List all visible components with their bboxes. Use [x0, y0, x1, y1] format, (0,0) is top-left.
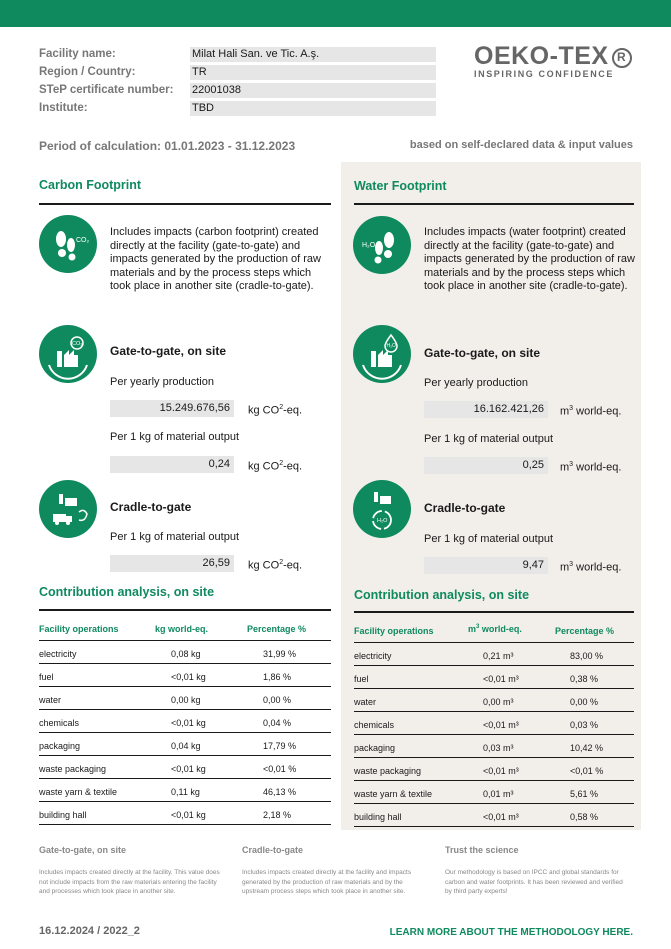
water-per-kg-value: 0,25 — [424, 457, 548, 474]
carbon-footprint-title: Carbon Footprint — [39, 178, 142, 192]
report-date: 16.12.2024 / 2022_2 — [39, 925, 140, 937]
carbon-cradle-title: Cradle-to-gate — [110, 500, 192, 514]
table-row: waste yarn & textile 0,01 m³ 5,61 % — [354, 781, 634, 804]
svg-text:H₂O: H₂O — [377, 518, 388, 524]
learn-more-link[interactable]: LEARN MORE ABOUT THE METHODOLOGY HERE. — [389, 927, 633, 938]
table-row: waste yarn & textile 0,11 kg 46,13 % — [39, 779, 331, 802]
table-row: fuel <0,01 m³ 0,38 % — [354, 666, 634, 689]
svg-text:H₂O: H₂O — [362, 242, 376, 249]
truck-factory-icon — [39, 480, 97, 538]
carbon-cradle-value: 26,59 — [110, 555, 234, 572]
water-col-ops: Facility operations — [354, 626, 434, 636]
institute-label: Institute: — [39, 102, 88, 114]
water-title-rule — [354, 203, 634, 205]
factory-co2-icon — [39, 325, 97, 383]
footprint-co2-icon — [39, 215, 97, 273]
water-per-kg-label: Per 1 kg of material output — [424, 433, 554, 445]
table-row: water 0,00 m³ 0,00 % — [354, 689, 634, 712]
factory-h2o-icon — [353, 325, 411, 383]
water-description: Includes impacts (water footprint) created directly at the facility (gate-to-gate) and impacts generated by the production of raw materials and by the process steps which took place in another site (cradle-to-gate). — [424, 226, 635, 292]
institute-value: TBD — [190, 101, 436, 116]
water-col-value: $m^3$ world-eq. — [468, 624, 522, 634]
data-basis-note: based on self-declared data & input values — [409, 139, 633, 151]
table-row: water 0,00 kg 0,00 % — [39, 687, 331, 710]
water-cradle-label: Per 1 kg of material output — [424, 533, 554, 545]
svg-text:H₂O: H₂O — [386, 343, 396, 349]
table-row: chemicals <0,01 m³ 0,03 % — [354, 712, 634, 735]
carbon-description: Includes impacts (carbon footprint) created directly at the facility (gate-to-gate) and impacts generated by the production of raw materials and by the process steps which took place in another site (cradle-to-gate). — [110, 226, 321, 292]
top-brand-bar — [0, 0, 671, 27]
water-contribution-title: Contribution analysis, on site — [354, 588, 530, 602]
water-per-kg-unit: $m^3$ world-eq. — [560, 461, 622, 474]
carbon-cradle-unit: kg $CO^2-eq$. — [248, 559, 303, 572]
footer-trust-title: Trust the science — [445, 845, 519, 855]
table-row: waste packaging <0,01 m³ <0,01 % — [354, 758, 634, 781]
certificate-value: 22001038 — [190, 83, 436, 98]
carbon-cradle-label: Per 1 kg of material output — [110, 531, 240, 543]
carbon-per-kg-label: Per 1 kg of material output — [110, 431, 240, 443]
carbon-per-kg-value: 0,24 — [110, 456, 234, 473]
footer-trust-text: Our methodology is based on IPCC and global standards for carbon and water footprints. It has been reviewed and verified by third party experts! — [445, 869, 623, 895]
water-per-year-label: Per yearly production — [424, 377, 528, 389]
water-per-year-unit: $m^3$ world-eq. — [560, 405, 622, 418]
footprint-h2o-icon — [353, 216, 411, 274]
oeko-tex-logo — [474, 42, 636, 79]
carbon-per-year-value: 15.249.676,56 — [110, 400, 234, 417]
water-contribution-rule — [354, 611, 634, 613]
footer-cradle-title: Cradle-to-gate — [242, 845, 304, 855]
carbon-contribution-rule — [39, 609, 331, 611]
table-row: packaging 0,04 kg 17,79 % — [39, 733, 331, 756]
table-row: building hall <0,01 m³ 0,58 % — [354, 804, 634, 827]
footer-gate-title: Gate-to-gate, on site — [39, 845, 127, 855]
water-cradle-title: Cradle-to-gate — [424, 501, 506, 515]
water-gate-title: Gate-to-gate, on site — [424, 346, 541, 360]
footer-cradle-text: Includes impacts created directly at the facility and impacts generated by the production of raw materials and by the upstream process steps which took place in another site. — [242, 869, 412, 895]
region-value: TR — [190, 65, 436, 80]
carbon-title-rule — [39, 203, 331, 205]
carbon-col-pct: Percentage % — [247, 624, 307, 634]
table-row: packaging 0,03 m³ 10,42 % — [354, 735, 634, 758]
logo-tagline: INSPIRING CONFIDENCE — [474, 69, 615, 79]
water-col-pct: Percentage % — [555, 626, 615, 636]
logo-brand: OEKO-TEX — [474, 42, 609, 70]
table-row: electricity 0,08 kg 31,99 % — [39, 641, 331, 664]
carbon-col-value: kg world-eq. — [155, 624, 209, 634]
table-row: building hall <0,01 kg 2,18 % — [39, 802, 331, 825]
carbon-gate-title: Gate-to-gate, on site — [110, 344, 227, 358]
table-row: electricity 0,21 m³ 83,00 % — [354, 643, 634, 666]
carbon-contribution-title: Contribution analysis, on site — [39, 585, 215, 599]
water-cradle-unit: $m^3$ world-eq. — [560, 561, 622, 574]
table-row: fuel <0,01 kg 1,86 % — [39, 664, 331, 687]
table-row: waste packaging <0,01 kg <0,01 % — [39, 756, 331, 779]
region-label: Region / Country: — [39, 66, 136, 78]
water-per-year-value: 16.162.421,26 — [424, 401, 548, 418]
facility-name-value: Milat Hali San. ve Tic. A.ş. — [190, 47, 436, 62]
certificate-label: STeP certificate number: — [39, 84, 174, 96]
facility-name-label: Facility name: — [39, 48, 116, 60]
footer-gate-text: Includes impacts created directly at the facility. This value does not include impacts from the raw materials entering the facility and processes which took place in another site. — [39, 869, 220, 895]
carbon-col-ops: Facility operations — [39, 624, 119, 634]
svg-text:CO₂: CO₂ — [72, 341, 83, 347]
carbon-per-year-label: Per yearly production — [110, 376, 214, 388]
factory-cycle-h2o-icon — [353, 480, 411, 538]
table-row: chemicals <0,01 kg 0,04 % — [39, 710, 331, 733]
registered-mark: R — [612, 48, 632, 68]
carbon-per-year-unit: kg $CO^2-eq$. — [248, 404, 303, 417]
water-footprint-title: Water Footprint — [354, 179, 447, 193]
period-of-calculation: Period of calculation: 01.01.2023 - 31.12.2023 — [39, 139, 296, 153]
carbon-per-kg-unit: kg $CO^2-eq$. — [248, 460, 303, 473]
water-cradle-value: 9,47 — [424, 557, 548, 574]
svg-text:CO₂: CO₂ — [76, 237, 90, 244]
